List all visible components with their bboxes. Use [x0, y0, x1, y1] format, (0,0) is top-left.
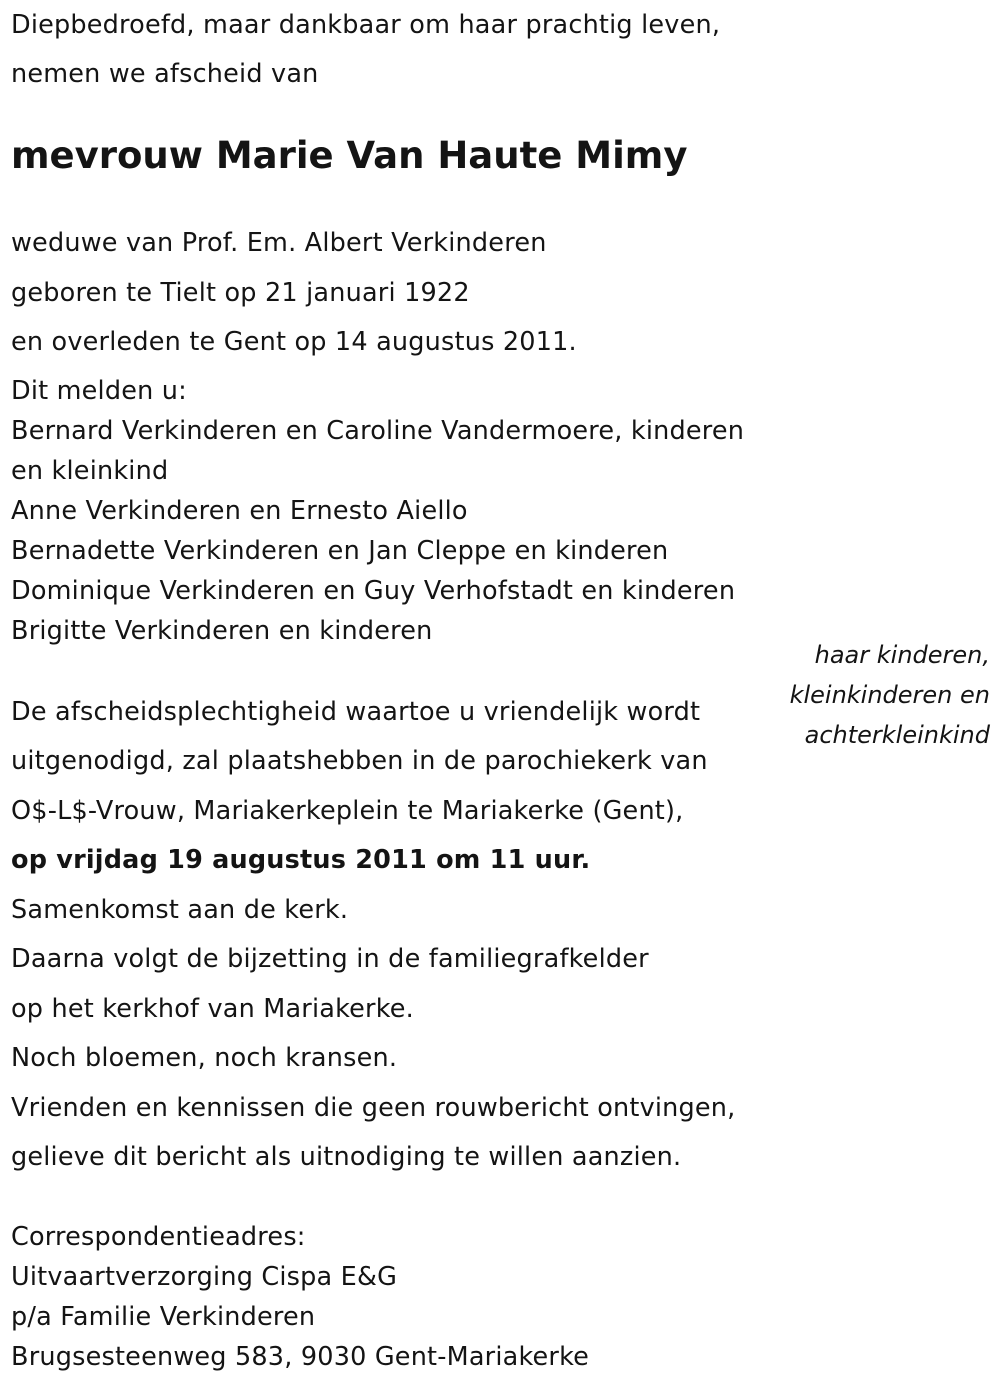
ceremony-line-2: uitgenodigd, zal plaatshebben in de parochiekerk van: [11, 746, 708, 776]
deceased-name: mevrouw Marie Van Haute Mimy: [11, 134, 688, 177]
correspondence-line-1: Uitvaartverzorging Cispa E&G: [11, 1262, 398, 1292]
announcer-line: Dominique Verkinderen en Guy Verhofstadt en kinderen: [11, 576, 736, 606]
ceremony-line-1: De afscheidsplechtigheid waartoe u vriendelijk wordt: [11, 697, 701, 727]
burial-line-1: Daarna volgt de bijzetting in de familiegrafkelder: [11, 944, 649, 974]
intro-line-2: nemen we afscheid van: [11, 59, 319, 89]
side-note-line: kleinkinderen en: [789, 681, 990, 709]
announcer-line: en kleinkind: [11, 456, 169, 486]
intro-line-1: Diepbedroefd, maar dankbaar om haar prachtig leven,: [11, 10, 721, 40]
ceremony-line-3: O$-L$-Vrouw, Mariakerkeplein te Mariakerke (Gent),: [11, 796, 684, 826]
correspondence-line-2: p/a Familie Verkinderen: [11, 1302, 316, 1332]
announcer-line: Brigitte Verkinderen en kinderen: [11, 616, 433, 646]
announcers-heading: Dit melden u:: [11, 376, 187, 406]
ceremony-date: op vrijdag 19 augustus 2011 om 11 uur.: [11, 845, 591, 875]
flowers-line: Noch bloemen, noch kransen.: [11, 1043, 398, 1073]
notice-line-1: Vrienden en kennissen die geen rouwbericht ontvingen,: [11, 1093, 736, 1123]
announcer-line: Bernard Verkinderen en Caroline Vandermoere, kinderen: [11, 416, 745, 446]
death-line: en overleden te Gent op 14 augustus 2011.: [11, 327, 577, 357]
gathering-line: Samenkomst aan de kerk.: [11, 895, 349, 925]
announcer-line: Bernadette Verkinderen en Jan Cleppe en kinderen: [11, 536, 669, 566]
widow-of-line: weduwe van Prof. Em. Albert Verkinderen: [11, 228, 547, 258]
notice-line-2: gelieve dit bericht als uitnodiging te willen aanzien.: [11, 1142, 682, 1172]
announcer-line: Anne Verkinderen en Ernesto Aiello: [11, 496, 468, 526]
correspondence-line-3: Brugsesteenweg 583, 9030 Gent-Mariakerke: [11, 1342, 590, 1372]
side-note-line: achterkleinkind: [804, 721, 990, 749]
burial-line-2: op het kerkhof van Mariakerke.: [11, 994, 414, 1024]
birth-line: geboren te Tielt op 21 januari 1922: [11, 278, 470, 308]
side-note-line: haar kinderen,: [814, 641, 990, 669]
correspondence-heading: Correspondentieadres:: [11, 1222, 306, 1252]
